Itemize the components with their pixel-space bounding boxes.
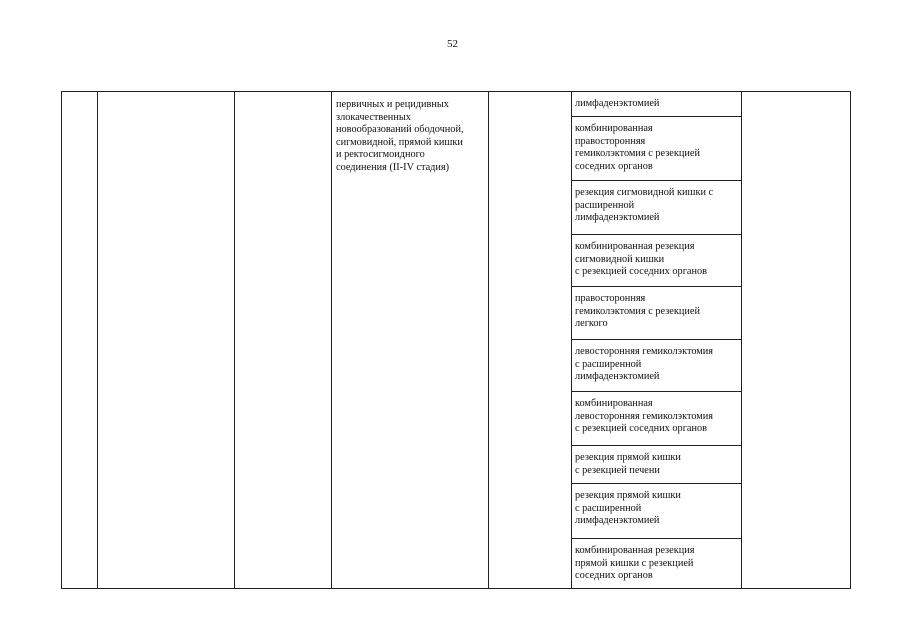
procedure-text: комбинированная левосторонняя гемиколэктомия с резекцией соседних органов (575, 398, 714, 434)
table-cell-procedure (572, 484, 742, 539)
table-cell-procedure (572, 392, 742, 446)
procedure-text: резекция прямой кишки с расширенной лимфаденэктомией (575, 490, 681, 526)
procedure-text: резекция прямой кишки с резекцией печени (575, 452, 681, 476)
table-cell-procedure (572, 340, 742, 392)
table-cell-procedure (572, 539, 742, 589)
procedure-text: левосторонняя гемиколэктомия с расширенной лимфаденэктомией (575, 346, 714, 382)
page-number: 52 (447, 38, 458, 50)
table-cell-empty-col-1 (62, 92, 98, 589)
table-cell-procedure (572, 181, 742, 235)
procedure-text: резекция сигмовидной кишки с расширенной лимфаденэктомией (575, 187, 714, 223)
procedure-text: комбинированная правосторонняя гемиколэктомия с резекцией соседних органов (575, 123, 700, 172)
table-cell-procedure (572, 287, 742, 340)
table-row (62, 92, 851, 117)
table-cell-empty-col-5 (489, 92, 572, 589)
table-cell-procedure (572, 117, 742, 181)
table-cell-diagnosis (332, 92, 489, 589)
diagnosis-text: первичных и рецидивных злокачественных новообразований ободочной, сигмовидной, прямой кишки и ректосигмоидного соединения (II-IV стадия) (336, 99, 464, 173)
table-cell-procedure (572, 446, 742, 484)
procedure-text: комбинированная резекция прямой кишки с резекцией соседних органов (575, 545, 695, 581)
procedure-text: лимфаденэктомией (575, 98, 660, 109)
procedures-table (61, 91, 851, 589)
table-cell-procedure (572, 92, 742, 117)
table-cell-procedure (572, 235, 742, 287)
table-cell-empty-col-3 (235, 92, 332, 589)
procedure-text: комбинированная резекция сигмовидной кишки с резекцией соседних органов (575, 241, 708, 277)
procedure-text: правосторонняя гемиколэктомия с резекцией легкого (575, 293, 700, 329)
table-cell-empty-col-2 (98, 92, 235, 589)
table-cell-empty-col-7 (742, 92, 851, 589)
